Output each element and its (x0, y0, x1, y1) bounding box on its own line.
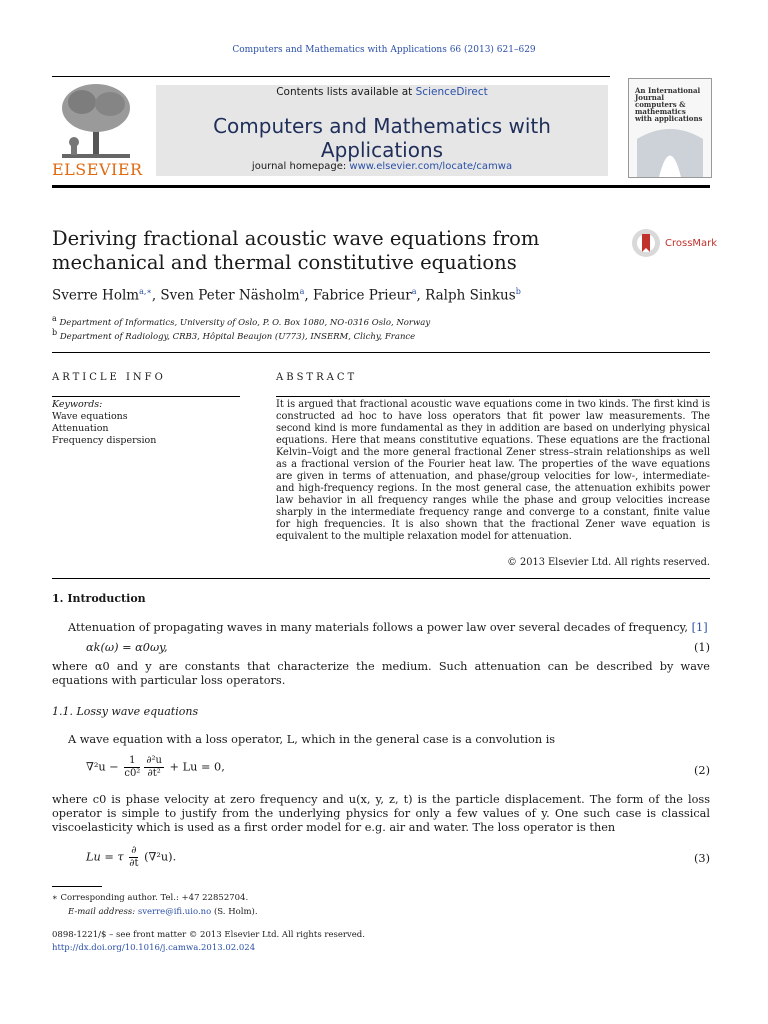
denominator: ∂t² (147, 768, 161, 779)
eq-part: ∇²u − (86, 760, 119, 774)
eq-part: Lu = τ (86, 850, 124, 864)
keywords-label: Keywords: (52, 399, 103, 410)
homepage-prefix: journal homepage: (251, 161, 350, 172)
footnote-rule (52, 886, 102, 887)
numerator: ∂²u (146, 755, 162, 766)
eq-part: + Lu = 0, (169, 760, 225, 774)
doi-link[interactable]: http://dx.doi.org/10.1016/j.camwa.2013.02.024 (52, 943, 256, 953)
equation-3 (86, 845, 176, 870)
cover-title: An International Journal computers & mathematics with applications (635, 86, 703, 123)
eq-part: (∇²u). (144, 850, 177, 864)
affiliation-rule (52, 352, 710, 353)
fraction (144, 755, 164, 780)
homepage-line (156, 161, 608, 172)
paragraph (68, 621, 710, 635)
running-head[interactable]: Computers and Mathematics with Applications 66 (2013) 621–629 (232, 45, 536, 55)
author-sup[interactable]: a (299, 287, 305, 296)
paragraph: A wave equation with a loss operator, L, which in the general case is a convolution is (68, 733, 556, 746)
affiliation-b (52, 328, 415, 342)
author[interactable]: Fabrice Prieur (313, 287, 412, 304)
equation-number: (2) (693, 764, 710, 777)
sciencedirect-link[interactable]: ScienceDirect (415, 86, 488, 98)
header-thick-rule (52, 185, 710, 188)
denominator: c0² (124, 768, 141, 779)
author[interactable]: Sven Peter Näsholm (160, 287, 300, 304)
article-info-heading: ARTICLE INFO (52, 372, 166, 383)
crossmark-badge[interactable] (631, 228, 718, 260)
affiliation-text: Department of Radiology, CRB3, Hôpital Beaujon (U773), INSERM, Clichy, France (59, 331, 416, 342)
journal-cover-image (628, 78, 712, 178)
equation-2 (86, 755, 225, 780)
citation-link[interactable]: [1] (691, 621, 708, 634)
publisher-name: ELSEVIER (52, 160, 143, 179)
contents-prefix: Contents lists available at (276, 86, 416, 98)
paragraph-text: Attenuation of propagating waves in many materials follows a power law over several decades of frequency, (68, 621, 692, 634)
abstract-rule (276, 396, 710, 397)
homepage-link[interactable]: www.elsevier.com/locate/camwa (349, 161, 513, 172)
fraction (124, 755, 140, 780)
equation-1: αk(ω) = α0ωy, (86, 641, 168, 654)
email-link[interactable]: sverre@ifi.uio.no (137, 907, 212, 917)
numerator: 1 (124, 755, 140, 768)
crossmark-icon (631, 228, 661, 258)
footnote-star: ∗ (52, 893, 58, 903)
article-info-rule (52, 396, 240, 397)
author[interactable]: Sverre Holm (52, 287, 140, 304)
keyword: Wave equations (52, 411, 128, 422)
equation-number: (3) (693, 852, 710, 865)
affiliation-text: Department of Informatics, University of Oslo, P. O. Box 1080, NO-0316 Oslo, Norway (59, 317, 431, 328)
journal-title: Computers and Mathematics with Applications (213, 114, 551, 162)
footnote-text: Corresponding author. Tel.: +47 22852704. (60, 893, 249, 903)
denominator: ∂t (129, 858, 139, 869)
subsection-heading: 1.1. Lossy wave equations (52, 705, 199, 718)
fraction (129, 845, 138, 870)
author-sep: , (304, 287, 314, 304)
author-sup[interactable]: a,∗ (139, 287, 152, 296)
paragraph: where α0 and y are constants that characterize the medium. Such attenuation can be described by wave equations with particular loss operators. (52, 660, 710, 687)
footnote-corresponding (52, 893, 248, 903)
author-sup[interactable]: a (411, 287, 417, 296)
contents-line (156, 86, 608, 98)
abstract-heading: ABSTRACT (276, 372, 358, 383)
article-title: Deriving fractional acoustic wave equations from mechanical and thermal constitutive equations (52, 227, 540, 274)
author-sup[interactable]: b (515, 287, 521, 296)
footnote-email (68, 907, 258, 917)
abstract-text: It is argued that fractional acoustic wave equations come in two kinds. The first kind is constructed ad hoc to have loss operators that fit power law measurements. The second kind is more fundamental as they in addition are based on underlying physical equations. Here that means constitutive equations. These equations are the fractional Kelvin–Voigt and the more general fractional Zener stress–strain relationships as well as a fractional version of the Fourier heat law. The properties of the wave equations are given in terms of attenuation, and phase/group velocities for low-, intermediate- and high-frequency regions. In the most general case, the attenuation exhibits power law behavior in all frequency ranges while the phase and group velocities increase sharply in the intermediate frequency range and converge to a constant, finite value for high frequencies. It is also shown that the fractional Zener wave equation is equivalent to the multiple relaxation model for attenuation. (276, 399, 710, 542)
crossmark-label: CrossMark (665, 238, 718, 249)
affiliation-mark: b (52, 328, 58, 337)
keyword: Attenuation (52, 423, 109, 434)
issn-line: 0898-1221/$ – see front matter © 2013 Elsevier Ltd. All rights reserved. (52, 930, 365, 940)
equation-number: (1) (693, 641, 710, 654)
affiliation-mark: a (52, 314, 57, 323)
affiliation-a (52, 314, 430, 328)
header-rule (52, 76, 610, 77)
email-suffix: (S. Holm). (211, 907, 258, 917)
email-label: E-mail address: (68, 907, 138, 917)
keyword: Frequency dispersion (52, 435, 157, 446)
author-sep: , (151, 287, 161, 304)
section-heading: 1. Introduction (52, 592, 146, 605)
abstract-end-rule (52, 578, 710, 579)
keywords-block (52, 399, 156, 447)
abstract-copyright: © 2013 Elsevier Ltd. All rights reserved. (507, 557, 710, 568)
paragraph: where c0 is phase velocity at zero frequency and u(x, y, z, t) is the particle displacement. The form of the loss operator is simple to justify from the underlying physics for only a few values of y. One such case is classical viscoelasticity which is used as a first order model for e.g. air and water. The loss operator is then (52, 793, 710, 834)
numerator: ∂ (129, 845, 138, 858)
author-sep: , (416, 287, 426, 304)
author-list (52, 287, 521, 304)
author[interactable]: Ralph Sinkus (425, 287, 516, 304)
